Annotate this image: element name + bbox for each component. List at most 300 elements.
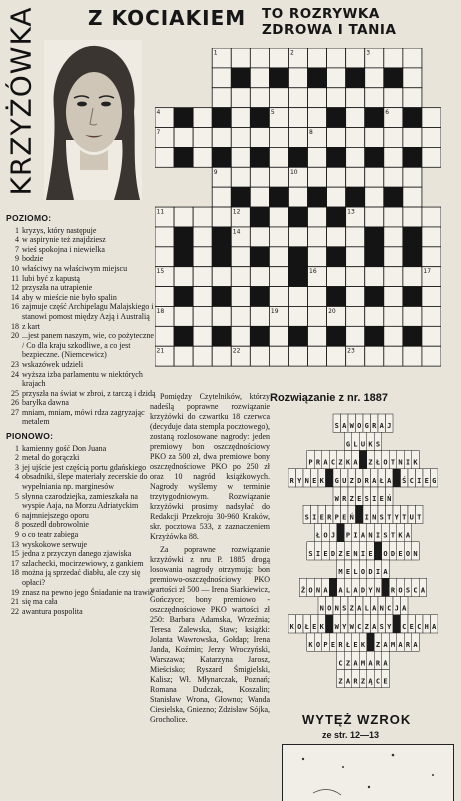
solution-letter: S bbox=[364, 495, 369, 504]
black-cell bbox=[250, 207, 269, 227]
white-cell[interactable] bbox=[250, 267, 269, 287]
solution-black-cell bbox=[374, 542, 382, 560]
white-cell[interactable] bbox=[327, 227, 346, 247]
white-cell[interactable] bbox=[384, 128, 403, 148]
solution-letter: J bbox=[330, 531, 336, 540]
black-cell bbox=[250, 326, 269, 346]
clue-text: zajmuje część Archipelagu Malajskiego i stanowi pomost między Azją i Australią bbox=[22, 302, 154, 321]
white-cell[interactable] bbox=[193, 267, 212, 287]
white-cell[interactable] bbox=[269, 346, 288, 366]
white-cell[interactable] bbox=[327, 167, 346, 187]
solution-letter: E bbox=[342, 513, 347, 522]
clue-text: aby w mieście nie było spalin bbox=[22, 292, 117, 302]
solution-letter: A bbox=[398, 641, 403, 650]
white-cell[interactable] bbox=[193, 247, 212, 267]
clue-text: słynna czarodziejka, zamieszkała na wyspie Aaja, na Morzu Adriatyckim bbox=[22, 491, 139, 511]
white-cell[interactable] bbox=[231, 287, 250, 307]
solution-letter: K bbox=[398, 531, 403, 540]
solution-letter: Z bbox=[345, 659, 351, 668]
white-cell[interactable] bbox=[422, 326, 441, 346]
solution-letter: S bbox=[308, 549, 313, 558]
white-cell[interactable] bbox=[231, 247, 250, 267]
white-cell[interactable] bbox=[365, 128, 384, 148]
white-cell[interactable] bbox=[174, 267, 193, 287]
white-cell[interactable] bbox=[384, 267, 403, 287]
solution-letter: S bbox=[379, 513, 384, 522]
title-main: Z KOCIAKIEM bbox=[88, 6, 247, 30]
black-cell bbox=[212, 287, 231, 307]
solution-letter: O bbox=[323, 531, 328, 540]
cell-number: 10 bbox=[289, 168, 298, 176]
white-cell[interactable] bbox=[403, 207, 422, 227]
white-cell[interactable] bbox=[384, 88, 403, 108]
white-cell[interactable] bbox=[422, 128, 441, 148]
clue-number: 1 bbox=[15, 443, 19, 453]
white-cell[interactable] bbox=[346, 128, 365, 148]
picture-puzzle bbox=[282, 744, 454, 801]
white-cell[interactable] bbox=[422, 227, 441, 247]
solution-letter: K bbox=[319, 476, 324, 485]
solution-letter: E bbox=[319, 513, 324, 522]
white-cell[interactable] bbox=[212, 346, 231, 366]
white-cell[interactable] bbox=[269, 326, 288, 346]
white-cell[interactable] bbox=[327, 187, 346, 207]
white-cell[interactable] bbox=[365, 346, 384, 366]
white-cell[interactable] bbox=[365, 207, 384, 227]
white-cell[interactable] bbox=[365, 167, 384, 187]
white-cell[interactable] bbox=[269, 147, 288, 167]
white-cell[interactable] bbox=[193, 326, 212, 346]
clue-number: 8 bbox=[15, 520, 19, 530]
solution-black-cell bbox=[393, 469, 401, 487]
white-cell[interactable] bbox=[308, 346, 327, 366]
solution-letter: G bbox=[364, 422, 369, 431]
solution-letter: C bbox=[357, 622, 362, 631]
white-cell[interactable] bbox=[308, 167, 327, 187]
solution-letter: Z bbox=[360, 677, 366, 686]
white-cell[interactable] bbox=[231, 306, 250, 326]
white-cell[interactable] bbox=[365, 187, 384, 207]
white-cell[interactable] bbox=[346, 108, 365, 128]
white-cell[interactable] bbox=[193, 346, 212, 366]
white-cell[interactable] bbox=[346, 306, 365, 326]
black-cell bbox=[174, 227, 193, 247]
white-cell[interactable] bbox=[155, 326, 174, 346]
white-cell[interactable] bbox=[384, 147, 403, 167]
white-cell[interactable] bbox=[250, 187, 269, 207]
white-cell[interactable] bbox=[327, 128, 346, 148]
pionowo-clue bbox=[6, 472, 156, 491]
clue-number: 11 bbox=[11, 273, 19, 283]
solution-letter: I bbox=[364, 513, 369, 522]
white-cell[interactable] bbox=[403, 48, 422, 68]
white-cell[interactable] bbox=[308, 326, 327, 346]
white-cell[interactable] bbox=[288, 227, 307, 247]
white-cell[interactable] bbox=[269, 88, 288, 108]
white-cell[interactable] bbox=[155, 147, 174, 167]
solution-black-cell bbox=[326, 469, 334, 487]
vertical-title bbox=[4, 6, 38, 196]
white-cell[interactable] bbox=[346, 48, 365, 68]
black-cell bbox=[365, 108, 384, 128]
pionowo-clue bbox=[6, 492, 156, 511]
solution-letter: K bbox=[319, 622, 324, 631]
white-cell[interactable] bbox=[231, 326, 250, 346]
black-cell bbox=[288, 267, 307, 287]
crossword-grid[interactable] bbox=[155, 48, 441, 386]
solution-letter: Z bbox=[364, 622, 369, 631]
pionowo-clue bbox=[6, 511, 156, 521]
white-cell[interactable] bbox=[288, 287, 307, 307]
clue-number: 6 bbox=[15, 510, 19, 520]
white-cell[interactable] bbox=[384, 167, 403, 187]
poziomo-heading: POZIOMO: bbox=[6, 213, 52, 223]
black-cell bbox=[269, 68, 288, 88]
white-cell[interactable] bbox=[308, 207, 327, 227]
solution-letter: O bbox=[327, 604, 332, 613]
white-cell[interactable] bbox=[308, 247, 327, 267]
solution-letter: D bbox=[368, 568, 373, 577]
solution-letter: I bbox=[353, 531, 358, 540]
white-cell[interactable] bbox=[212, 187, 231, 207]
white-cell[interactable] bbox=[346, 287, 365, 307]
solution-letter: A bbox=[379, 422, 384, 431]
white-cell[interactable] bbox=[308, 88, 327, 108]
white-cell[interactable] bbox=[422, 108, 441, 128]
solution-letter: I bbox=[315, 549, 321, 558]
black-cell bbox=[327, 108, 346, 128]
clue-text: jej ujście jest częścią portu gdańskiego bbox=[22, 462, 147, 472]
solution-black-cell bbox=[393, 615, 401, 633]
white-cell[interactable] bbox=[269, 128, 288, 148]
white-cell[interactable] bbox=[288, 68, 307, 88]
white-cell[interactable] bbox=[308, 108, 327, 128]
black-cell bbox=[231, 68, 250, 88]
white-cell[interactable] bbox=[403, 267, 422, 287]
solution-letter: A bbox=[372, 476, 377, 485]
white-cell[interactable] bbox=[269, 207, 288, 227]
white-cell[interactable] bbox=[231, 88, 250, 108]
clue-number: 7 bbox=[15, 244, 19, 254]
white-cell[interactable] bbox=[308, 227, 327, 247]
white-cell[interactable] bbox=[212, 88, 231, 108]
white-cell[interactable] bbox=[193, 287, 212, 307]
white-cell[interactable] bbox=[250, 167, 269, 187]
pionowo-clue bbox=[6, 530, 156, 540]
solution-letter: Z bbox=[349, 495, 354, 504]
white-cell[interactable] bbox=[403, 346, 422, 366]
poziomo-clue bbox=[6, 360, 156, 370]
white-cell[interactable] bbox=[308, 287, 327, 307]
solution-letter: Z bbox=[368, 458, 373, 467]
white-cell[interactable] bbox=[231, 108, 250, 128]
white-cell[interactable] bbox=[155, 227, 174, 247]
white-cell[interactable] bbox=[269, 48, 288, 68]
black-cell bbox=[403, 287, 422, 307]
clue-number: 10 bbox=[11, 263, 19, 273]
solution-letter: S bbox=[304, 513, 309, 522]
clue-number: 26 bbox=[11, 398, 19, 408]
clue-text: można ją sprzedać diabłu, ale czy się opłaci? bbox=[22, 568, 141, 587]
cell-number: 12 bbox=[232, 208, 241, 216]
solution-letter: A bbox=[353, 586, 358, 595]
clue-text: lubi być z kapustą bbox=[22, 273, 80, 283]
white-cell[interactable] bbox=[308, 306, 327, 326]
solution-letter: Y bbox=[387, 622, 392, 631]
clue-number: 22 bbox=[11, 606, 19, 616]
cell-number: 5 bbox=[270, 109, 275, 117]
black-cell bbox=[250, 108, 269, 128]
solution-letter: R bbox=[375, 659, 381, 668]
clue-text: się ma cała bbox=[22, 597, 58, 607]
contest-rules-text: Pomiędzy Czytelników, którzy nadeślą poprawne rozwiązanie krzyżówki do czwartku 18 czerwca (decyduje data stempla pocztowego), zostaną rozlosowane nagrody: jeden premiowy bon oszczędnościowy PKO za 500 zł, dwa premiowe bony oszczędnościowe PKO po 250 zł oraz 10 nagród książkowych. Nagrody wyślemy w terminie trzytygodniowym. Rozwiązanie krzyżówki prosimy nadsyłać do Redakcji Przekroju 30-960 Kraków, skr. pocztowa 533, z zaznaczeniem Krzyżówka 88. bbox=[150, 392, 270, 541]
white-cell[interactable] bbox=[193, 128, 212, 148]
white-cell[interactable] bbox=[422, 207, 441, 227]
poziomo-clue bbox=[6, 235, 156, 245]
clue-number: 15 bbox=[11, 549, 19, 559]
white-cell[interactable] bbox=[346, 167, 365, 187]
solution-letter: N bbox=[315, 586, 321, 595]
white-cell[interactable] bbox=[327, 88, 346, 108]
white-cell[interactable] bbox=[422, 147, 441, 167]
white-cell[interactable] bbox=[269, 247, 288, 267]
white-cell[interactable] bbox=[250, 48, 269, 68]
solution-letter: Y bbox=[394, 513, 399, 522]
white-cell[interactable] bbox=[384, 227, 403, 247]
white-cell[interactable] bbox=[327, 346, 346, 366]
white-cell[interactable] bbox=[346, 326, 365, 346]
cell-number: 8 bbox=[309, 129, 313, 137]
black-cell bbox=[308, 68, 327, 88]
winners-text: Za poprawne rozwiązanie krzyżówki z nru P. 1885 drogą losowania nagrody otrzymują: bon premiowo-oszczędnościowy PKO wartości zł 500 — Irena Siarkiewicz, Gończyce; bony premiowo - oszczędnościowe PKO wartości zł 250: Barbara Adamska, Wrzeźnia; Teresa Zalewska, Staw; książki: Jolanta Wawrowska, Gołdap; Irena Janda, Koźmin; Jerzy Wroczyński, Warszawa; Katarzyna Jarosz, Mieścisko; Ryszard Śmigielski, Kalisz; Wł. Młynarczak, Poznań; Romana Dudczak, Koszalin; Stanisław Wrona, Głowno; Wanda Ciesielska, Gniezno; Zdzisław Sójka, Grocholice. bbox=[150, 545, 270, 724]
white-cell[interactable] bbox=[250, 346, 269, 366]
clue-number: 18 bbox=[11, 321, 19, 331]
solution-letter: T bbox=[390, 531, 396, 540]
white-cell[interactable] bbox=[308, 147, 327, 167]
woman-portrait bbox=[44, 40, 142, 200]
white-cell[interactable] bbox=[308, 48, 327, 68]
solution-letter: R bbox=[372, 422, 377, 431]
white-cell[interactable] bbox=[365, 306, 384, 326]
white-cell[interactable] bbox=[403, 88, 422, 108]
solution-letter: A bbox=[413, 641, 418, 650]
black-cell bbox=[174, 108, 193, 128]
white-cell[interactable] bbox=[365, 88, 384, 108]
solution-letter: C bbox=[375, 677, 381, 686]
pionowo-clue bbox=[6, 520, 156, 530]
black-cell bbox=[269, 187, 288, 207]
solution-letter: A bbox=[353, 458, 358, 467]
solution-letter: K bbox=[360, 641, 366, 650]
solution-letter: A bbox=[402, 604, 407, 613]
cell-number: 20 bbox=[328, 307, 336, 315]
clue-number: 17 bbox=[11, 558, 19, 568]
solution-letter: W bbox=[334, 622, 339, 631]
pionowo-list bbox=[6, 444, 156, 617]
black-cell bbox=[327, 287, 346, 307]
white-cell[interactable] bbox=[231, 128, 250, 148]
white-cell[interactable] bbox=[250, 306, 269, 326]
white-cell[interactable] bbox=[365, 68, 384, 88]
solution-letter: A bbox=[387, 476, 392, 485]
pionowo-clue bbox=[6, 607, 156, 617]
white-cell[interactable] bbox=[174, 128, 193, 148]
white-cell[interactable] bbox=[269, 287, 288, 307]
solution-letter: I bbox=[375, 568, 381, 577]
white-cell[interactable] bbox=[250, 227, 269, 247]
solution-letter: R bbox=[353, 677, 358, 686]
white-cell[interactable] bbox=[269, 227, 288, 247]
solution-letter: A bbox=[383, 641, 388, 650]
white-cell[interactable] bbox=[193, 108, 212, 128]
solution-letter: C bbox=[338, 659, 343, 668]
clue-text: wieś spokojna i niewielka bbox=[22, 244, 105, 254]
black-cell bbox=[346, 68, 365, 88]
white-cell[interactable] bbox=[193, 207, 212, 227]
white-cell[interactable] bbox=[384, 247, 403, 267]
white-cell[interactable] bbox=[384, 346, 403, 366]
solution-letter: Z bbox=[349, 476, 354, 485]
white-cell[interactable] bbox=[174, 346, 193, 366]
poziomo-clue bbox=[6, 398, 156, 408]
pionowo-clue bbox=[6, 463, 156, 473]
white-cell[interactable] bbox=[250, 128, 269, 148]
solution-letter: O bbox=[357, 422, 362, 431]
pionowo-clue bbox=[6, 453, 156, 463]
white-cell[interactable] bbox=[250, 88, 269, 108]
title-right-line1: TO ROZRYWKA bbox=[262, 6, 380, 22]
clue-number: 27 bbox=[11, 407, 19, 417]
white-cell[interactable] bbox=[288, 346, 307, 366]
white-cell[interactable] bbox=[212, 306, 231, 326]
white-cell[interactable] bbox=[422, 306, 441, 326]
clue-number: 18 bbox=[11, 568, 19, 578]
white-cell[interactable] bbox=[288, 88, 307, 108]
clue-text: wskazówek udzieli bbox=[22, 359, 84, 369]
solution-letter: O bbox=[315, 641, 321, 650]
cell-number: 14 bbox=[232, 228, 241, 236]
white-cell[interactable] bbox=[288, 128, 307, 148]
solution-letter: A bbox=[372, 604, 377, 613]
cell-number: 3 bbox=[366, 49, 371, 57]
white-cell[interactable] bbox=[212, 207, 231, 227]
white-cell[interactable] bbox=[193, 306, 212, 326]
solution-letter: A bbox=[420, 586, 426, 595]
white-cell[interactable] bbox=[327, 48, 346, 68]
white-cell[interactable] bbox=[269, 167, 288, 187]
solution-letter: W bbox=[349, 622, 354, 631]
white-cell[interactable] bbox=[155, 247, 174, 267]
white-cell[interactable] bbox=[193, 147, 212, 167]
white-cell[interactable] bbox=[327, 68, 346, 88]
white-cell[interactable] bbox=[403, 68, 422, 88]
solution-letter: C bbox=[413, 586, 418, 595]
white-cell[interactable] bbox=[346, 147, 365, 167]
clues-column bbox=[6, 212, 156, 616]
solution-letter: W bbox=[349, 422, 354, 431]
white-cell[interactable] bbox=[174, 306, 193, 326]
contest-rules bbox=[150, 392, 270, 728]
white-cell[interactable] bbox=[155, 287, 174, 307]
poziomo-clue bbox=[6, 293, 156, 303]
white-cell[interactable] bbox=[269, 267, 288, 287]
white-cell[interactable] bbox=[231, 48, 250, 68]
white-cell[interactable] bbox=[231, 167, 250, 187]
white-cell[interactable] bbox=[403, 128, 422, 148]
white-cell[interactable] bbox=[346, 267, 365, 287]
white-cell[interactable] bbox=[212, 68, 231, 88]
clue-number: 5 bbox=[15, 491, 19, 501]
solution-letter: Ł bbox=[379, 476, 384, 485]
white-cell[interactable] bbox=[327, 267, 346, 287]
solution-letter: S bbox=[379, 622, 384, 631]
white-cell[interactable] bbox=[422, 247, 441, 267]
solution-letter: J bbox=[387, 422, 392, 431]
solution-letter: D bbox=[390, 549, 396, 558]
solution-letter: G bbox=[334, 476, 339, 485]
solution-letter: O bbox=[398, 586, 403, 595]
solution-letter: K bbox=[345, 458, 351, 467]
white-cell[interactable] bbox=[346, 88, 365, 108]
clue-text: wyskokowe serwuje bbox=[22, 539, 88, 549]
wytez-wzrok-title: WYTĘŻ WZROK bbox=[302, 712, 412, 727]
solution-letter: K bbox=[413, 458, 418, 467]
white-cell[interactable] bbox=[288, 187, 307, 207]
solution-letter: I bbox=[405, 458, 411, 467]
white-cell[interactable] bbox=[403, 187, 422, 207]
white-cell[interactable] bbox=[403, 306, 422, 326]
solution-black-cell bbox=[367, 633, 375, 651]
white-cell[interactable] bbox=[384, 207, 403, 227]
white-cell[interactable] bbox=[231, 147, 250, 167]
white-cell[interactable] bbox=[384, 306, 403, 326]
poziomo-clue bbox=[6, 264, 156, 274]
solution-letter: S bbox=[342, 604, 347, 613]
white-cell[interactable] bbox=[193, 227, 212, 247]
white-cell[interactable] bbox=[288, 306, 307, 326]
solution-letter: O bbox=[383, 549, 388, 558]
black-cell bbox=[365, 287, 384, 307]
solution-heading: Rozwiązanie z nr. 1887 bbox=[270, 392, 388, 404]
white-cell[interactable] bbox=[346, 227, 365, 247]
white-cell[interactable] bbox=[231, 267, 250, 287]
cell-number: 19 bbox=[270, 307, 279, 315]
clue-number: 12 bbox=[11, 283, 19, 293]
solution-letter: L bbox=[353, 568, 358, 577]
white-cell[interactable] bbox=[250, 68, 269, 88]
clue-text: kamienny gość Don Juana bbox=[22, 443, 107, 453]
white-cell[interactable] bbox=[346, 247, 365, 267]
black-cell bbox=[365, 326, 384, 346]
solution-letter: I bbox=[312, 513, 317, 522]
white-cell[interactable] bbox=[288, 108, 307, 128]
white-cell[interactable] bbox=[212, 128, 231, 148]
white-cell[interactable] bbox=[174, 207, 193, 227]
white-cell[interactable] bbox=[384, 48, 403, 68]
black-cell bbox=[327, 207, 346, 227]
solution-letter: Y bbox=[297, 476, 302, 485]
white-cell[interactable] bbox=[422, 346, 441, 366]
white-cell[interactable] bbox=[365, 267, 384, 287]
solution-letter: Ż bbox=[300, 586, 306, 595]
white-cell[interactable] bbox=[384, 287, 403, 307]
white-cell[interactable] bbox=[212, 267, 231, 287]
solution-letter: A bbox=[368, 659, 373, 668]
white-cell[interactable] bbox=[384, 326, 403, 346]
black-cell bbox=[365, 147, 384, 167]
white-cell[interactable] bbox=[422, 287, 441, 307]
white-cell[interactable] bbox=[403, 167, 422, 187]
